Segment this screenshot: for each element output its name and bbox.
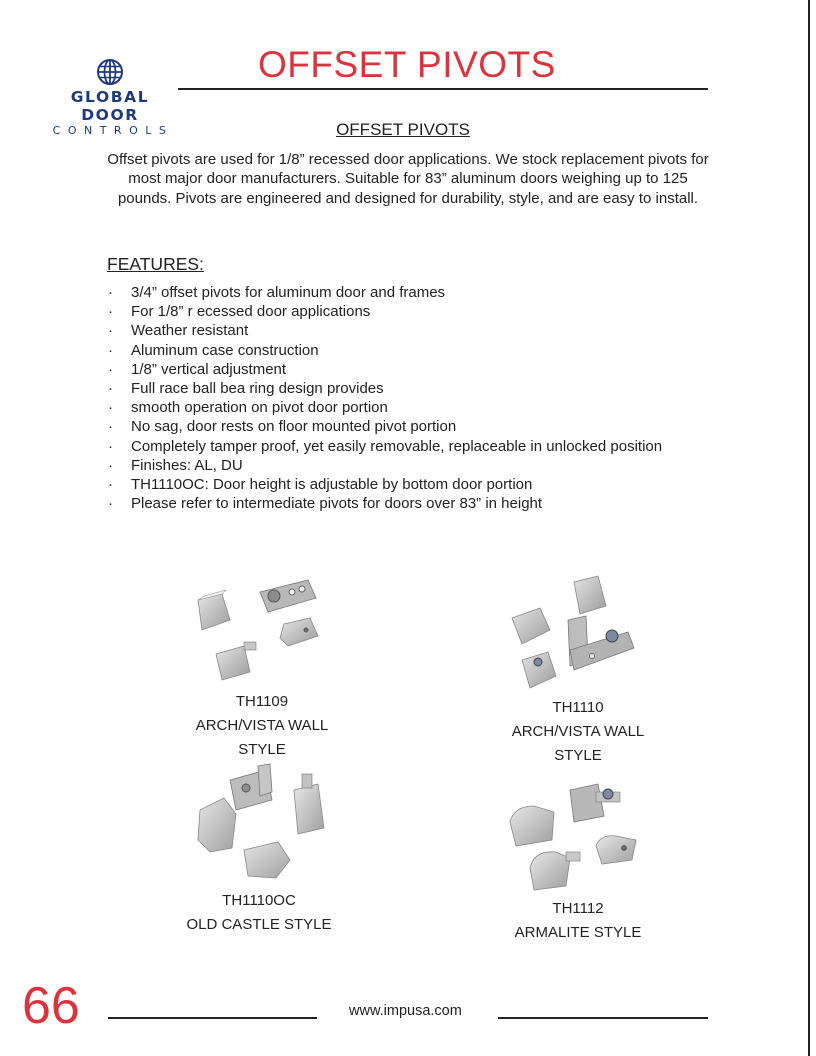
product-caption-th1110 [488,696,668,768]
section-heading-text: OFFSET PIVOTS [336,120,470,139]
title-divider [178,88,708,90]
footer-rule-right [498,1017,708,1019]
footer-url[interactable]: www.impusa.com [349,1003,462,1019]
product-style: STYLE [238,741,286,758]
feature-item: · For 1/8” r ecessed door applications [108,302,662,321]
intro-paragraph: Offset pivots are used for 1/8” recessed door applications. We stock replacement pivots for most major door manufacturers. Suitable for 83” aluminum doors weighing up to 125 pounds. Pivots are engineered and designed for durability, style, and are easy to install. [107,151,709,207]
feature-item: · TH1110OC: Door height is adjustable by bottom door portion [108,475,662,494]
feature-item: · smooth operation on pivot door portion [108,398,662,417]
feature-item: · Completely tamper proof, yet easily removable, replaceable in unlocked position [108,437,662,456]
page-edge-rule [808,0,810,1056]
product-code: TH1110 [552,699,604,716]
product-image-th1110 [508,572,648,694]
product-style: ARMALITE STYLE [514,924,642,941]
product-image-th1112 [504,776,646,894]
product-style: ARCH/VISTA WALL [511,723,645,740]
feature-item: · Full race ball bea ring design provides [108,379,662,398]
globe-icon [96,58,124,86]
product-style: STYLE [554,747,602,764]
product-style: OLD CASTLE STYLE [186,916,332,933]
footer-rule-left [108,1017,317,1019]
product-caption-th1109 [172,690,352,762]
feature-item: · 3/4” offset pivots for aluminum door and frames [108,283,662,302]
page-title: OFFSET PIVOTS [258,44,556,85]
feature-item: · Finishes: AL, DU [108,456,662,475]
section-heading [108,120,698,140]
product-caption-th1112 [490,897,666,945]
product-caption-th1110oc [166,889,352,937]
product-image-th1110oc [192,762,334,884]
product-code: TH1109 [235,693,289,710]
page-number: 66 [22,977,80,1035]
product-style: ARCH/VISTA WALL [195,717,329,734]
product-code: TH1112 [552,900,604,917]
feature-item: · No sag, door rests on floor mounted pivot portion [108,417,662,436]
features-list [108,283,662,513]
feature-item: · Please refer to intermediate pivots for doors over 83” in height [108,494,662,513]
feature-item: · Aluminum case construction [108,341,662,360]
feature-item: · Weather resistant [108,321,662,340]
logo-line-2: CONTROLS [52,124,174,137]
feature-item: · 1/8” vertical adjustment [108,360,662,379]
product-code: TH1110OC [222,892,296,909]
product-image-th1109 [188,572,328,687]
logo-line-1: GLOBAL DOOR [70,88,150,124]
features-heading: FEATURES: [107,254,204,274]
